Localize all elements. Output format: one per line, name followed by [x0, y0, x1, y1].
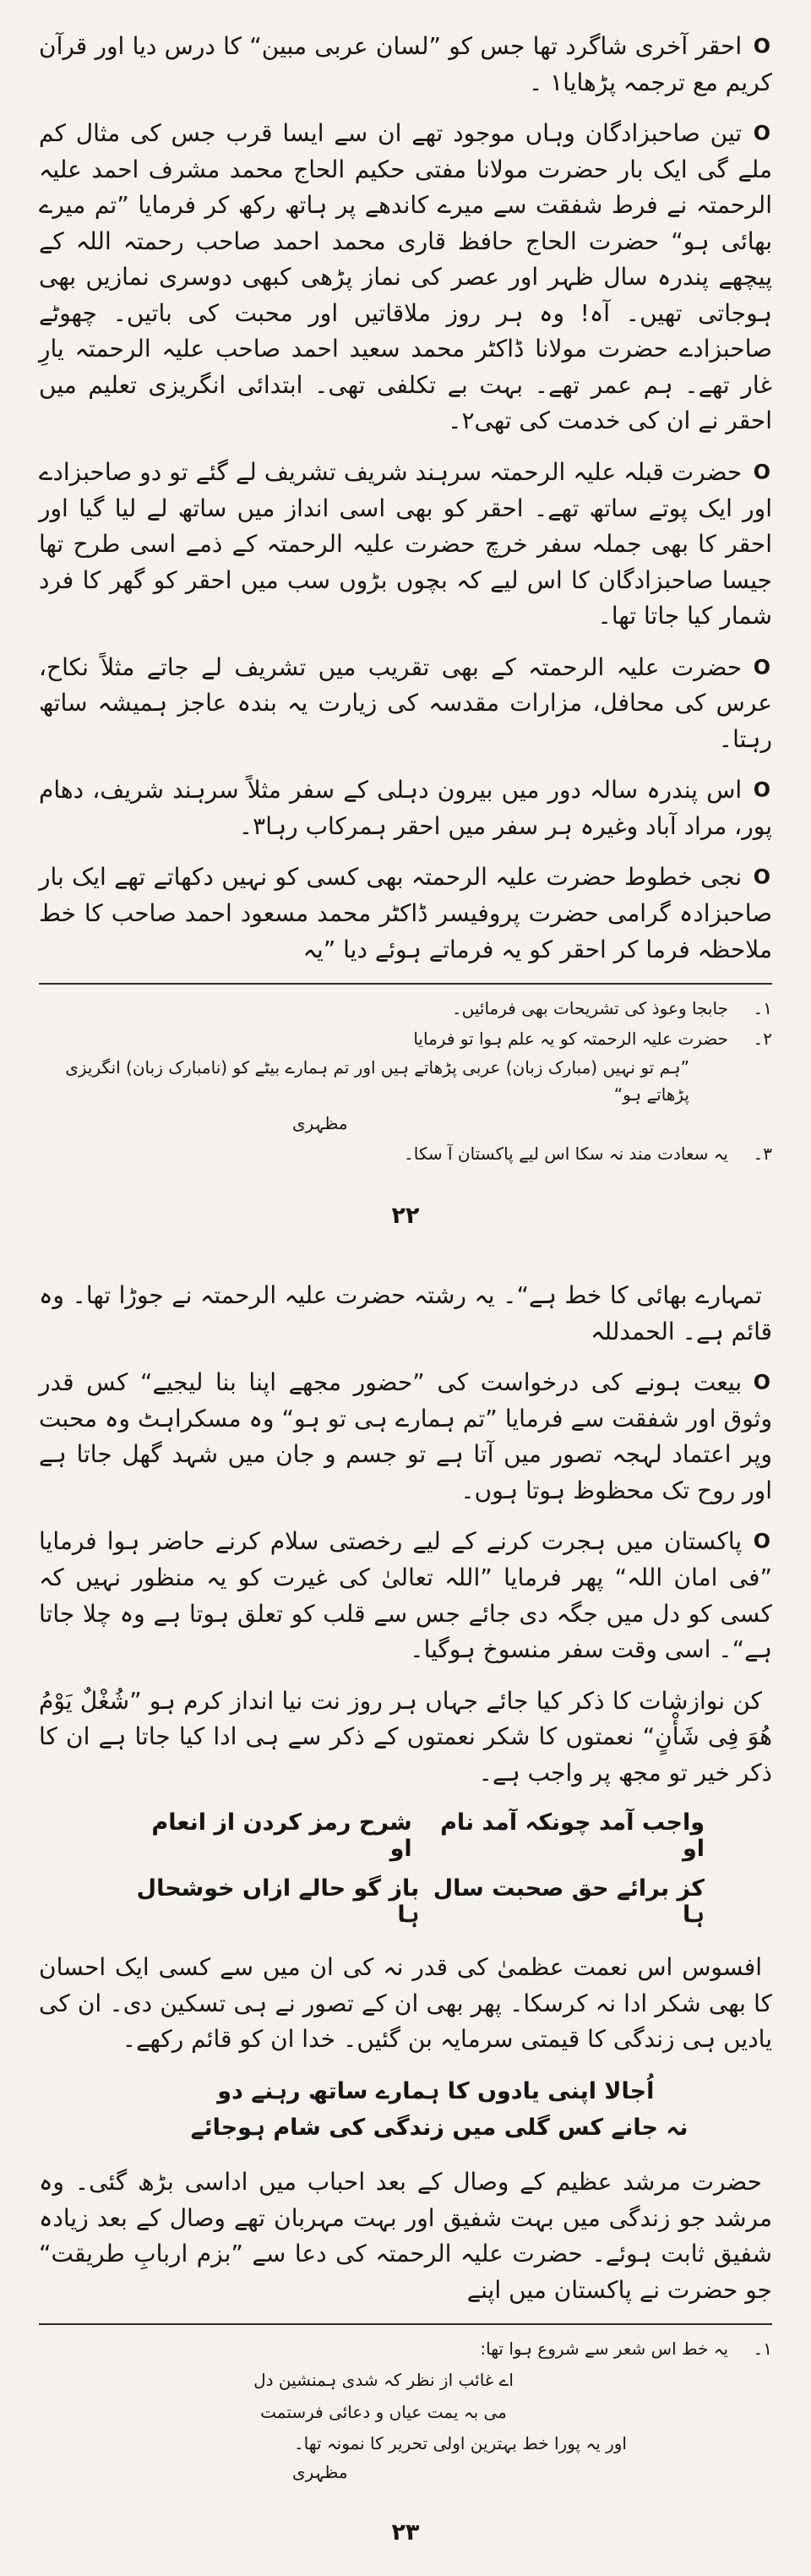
- hemistich: واجب آمد چونکہ آمد نام او: [440, 1809, 705, 1863]
- paragraph-marker: O: [753, 655, 771, 679]
- paragraph: [39, 650, 772, 758]
- page-number: ۲۲: [391, 1203, 420, 1230]
- couplet-line: [73, 1809, 738, 1862]
- paragraph: [39, 455, 772, 635]
- footnote-quote: ”ہم تو نہیں (مبارک زبان) عربی پڑھاتے ہیں اور تم ہمارے بیٹے کو (نامبارک زبان) انگریزی پڑھاتے ہو“: [65, 1057, 689, 1105]
- footnote-body: [39, 2335, 728, 2486]
- paragraph-text: حضرت علیہ الرحمتہ کے بھی تقریب میں تشریف لے جاتے مثلاً نکاح، عرس کی محافل، مزارات مقدسہ کی زیارت یہ بندہ عاجز ہمیشہ ساتھ رہتا۔: [39, 652, 772, 753]
- paragraph-text: حضرت مرشد عظیم کے وصال کے بعد احباب میں اداسی بڑھ گئی۔ وہ مرشد جو زندگی میں بہت شفیق اور بہت مہربان تھے وصال کے بعد زیادہ شفیق ثابت ہوئے۔ حضرت علیہ الرحمتہ کی دعا سے ”بزم اربابِ طریقت“ جو حضرت نے پاکستان میں اپنے: [39, 2168, 772, 2304]
- paragraph-text: اس پندرہ سالہ دور میں بیرون دہلی کے سفر مثلاً سرہند شریف، دھام پور، مراد آباد وغیرہ ہر سفر میں احقر ہمرکاب رہا۳۔: [39, 776, 772, 840]
- hemistich: شرح رمز کردن از انعام او: [151, 1809, 412, 1863]
- paragraph-marker: O: [753, 460, 771, 484]
- paragraph-marker: O: [753, 1529, 771, 1554]
- footnote-separator: [39, 983, 772, 985]
- footnote-text: حضرت علیہ الرحمتہ کو یہ علم ہوا تو فرمایا: [413, 1029, 728, 1050]
- urdu-couplet: [157, 2073, 689, 2146]
- paragraph-text: بیعت ہونے کی درخواست کی ”حضور مجھے اپنا بنا لیجیے“ کس قدر وثوق اور شفقت سے فرمایا ”تم ہمارے ہی تو ہو“ وہ مسکراہٹ وہ محبت وپر اعتماد لہجہ تصور میں آتا ہے تو جسم و جان میں شہد گھل جاتا ہے اور روح تک محظوظ ہوتا ہوں۔: [39, 1368, 772, 1504]
- paragraph-text: تین صاحبزادگان وہاں موجود تھے ان سے ایسا قرب جس کی مثال کم ملے گی ایک بار حضرت مولانا مفتی حکیم الحاج محمد مشرف احمد علیہ الرحمتہ نے فرط شفقت سے میرے کاندھے پر ہاتھ رکھ کر فرمایا ”تم میرے بھائی ہو“ حضرت الحاج حافظ قاری محمد احمد صاحب رحمتہ اللہ کے پیچھے پندرہ سال ظہر اور عصر کی نماز پڑھی کبھی دوسری نمازیں بھی ہوجاتی تھیں۔ آہ! وہ ہر روز ملاقاتیں اور محبت کی باتیں۔ چھوٹے صاحبزادے حضرت مولانا ڈاکٹر محمد سعید احمد صاحب علیہ الرحمتہ یارِ غار تھے۔ ہم عمر تھے۔ بہت بے تکلفی تھی۔ ابتدائی انگریزی تعلیم میں احقر نے ان کی خدمت کی تھی۲۔: [39, 119, 772, 435]
- footnote-item: [39, 2335, 772, 2486]
- footnote-body: [39, 1025, 728, 1137]
- footnote-number: ۱۔: [753, 2339, 772, 2360]
- footnote-verse-line: اے غائب از نظر کہ شدی ہمنشین دل: [253, 2370, 514, 2391]
- paragraph: [39, 116, 772, 439]
- paragraph: [39, 1365, 772, 1509]
- page-number: ۲۳: [391, 2519, 420, 2546]
- footnote-text: یہ سعادت مند نہ سکا اس لیے پاکستان آ سکا۔: [404, 1143, 728, 1165]
- footnote-item: [39, 1025, 772, 1137]
- paragraph-text: نجی خطوط حضرت علیہ الرحمتہ بھی کسی کو نہیں دکھاتے تھے ایک بار صاحبزادہ گرامی حضرت پروفیسر ڈاکٹر محمد مسعود احمد صاحب کا خط ملاحظہ فرما کر احقر کو یہ فرماتے ہوئے دیا ”یہ: [39, 863, 772, 963]
- footnotes-block: [39, 995, 772, 1167]
- verse-line: نہ جانے کس گلی میں زندگی کی شام ہوجائے: [190, 2115, 689, 2142]
- book-page-22: [0, 0, 811, 1271]
- footnote-attribution: مظہری: [292, 2462, 348, 2483]
- book-page-23: [0, 1271, 811, 2576]
- footnotes-block: [39, 2335, 772, 2486]
- paragraph: [39, 860, 772, 968]
- footnote-item: [39, 995, 772, 1022]
- footnote-text: جابجا وعوذ کی تشریحات بھی فرمائیں۔: [451, 998, 728, 1019]
- paragraph-marker: O: [753, 865, 771, 890]
- footnote-separator: [39, 2323, 772, 2325]
- footnote-item: [39, 1140, 772, 1167]
- paragraph-text: پاکستان میں ہجرت کرنے کے لیے رخصتی سلام کرنے حاضر ہوا فرمایا ”فی امان اللہ“ پھر فرمایا ”اللہ تعالیٰ کی غیرت کو یہ منظور نہیں کہ کسی کو دل میں جگہ دی جائے جس سے قلب کو تعلق ہوتا ہے وہ چلا جاتا ہے“۔ اسی وقت سفر منسوخ ہوگیا۔: [39, 1527, 772, 1664]
- paragraph: [39, 29, 772, 101]
- paragraph-text: کن نوازشات کا ذکر کیا جائے جہاں ہر روز نت نیا انداز کرم ہو ”شُغْلٌ یَوْمُ ھُوَ فِی شَأْنٍ“ نعمتوں کا شکر نعمتوں کے ذکر سے ہی ادا کیا جاتا ہے ان کا ذکر خیر تو مجھ پر واجب ہے۔: [39, 1686, 772, 1787]
- footnote-text: یہ خط اس شعر سے شروع ہوا تھا:: [480, 2339, 728, 2360]
- paragraph-text: تمہارے بھائی کا خط ہے“۔ یہ رشتہ حضرت علیہ الرحمتہ نے جوڑا تھا۔ وہ قائم ہے۔ الحمدللہ: [39, 1281, 772, 1345]
- paragraph: [39, 1950, 772, 2058]
- footnote-attribution: مظہری: [292, 1113, 348, 1134]
- paragraph-marker: O: [753, 34, 771, 58]
- paragraph: [39, 2164, 772, 2308]
- paragraph-text: احقر آخری شاگرد تھا جس کو ”لسان عربی مبین“ کا درس دیا اور قرآن کریم مع ترجمہ پڑھایا۱ ۔: [39, 32, 772, 96]
- footnote-number: ۱۔: [753, 998, 772, 1019]
- footnote-number: ۲۔: [753, 1029, 772, 1050]
- footnote-number: ۳۔: [753, 1143, 772, 1165]
- paragraph-marker: O: [753, 121, 771, 145]
- paragraph: [39, 1684, 772, 1792]
- paragraph: [39, 1524, 772, 1667]
- paragraph-marker: O: [753, 778, 771, 803]
- verse-line: اُجالا اپنی یادوں کا ہمارے ساتھ رہنے دو: [217, 2077, 655, 2104]
- couplet-line: [73, 1875, 738, 1928]
- paragraph: [39, 1278, 772, 1350]
- paragraph-marker: O: [753, 1370, 771, 1394]
- footnote-verse-line: می بہ یمت عیاں و دعائی فرستمت: [260, 2402, 507, 2423]
- hemistich: کز برائے حق صحبت سال ہا: [433, 1875, 705, 1929]
- paragraph-text: افسوس اس نعمت عظمیٰ کی قدر نہ کی ان میں سے کسی ایک احسان کا بھی شکر ادا نہ کرسکا۔ پھر بھی ان کے تصور نے ہی تسکین دی۔ ان کی یادیں ہی زندگی کا قیمتی سرمایہ بن گئیں۔ خدا ان کو قائم رکھے۔: [39, 1953, 772, 2054]
- persian-couplet: [73, 1809, 738, 1928]
- footnote-closing: اور یہ پورا خط بہترین اولی تحریر کا نمونہ تھا۔: [293, 2433, 627, 2454]
- paragraph-text: حضرت قبلہ علیہ الرحمتہ سرہند شریف تشریف لے گئے تو دو صاحبزادے اور ایک پوتے ساتھ تھے۔ احقر کو بھی اسی انداز میں ساتھ لے لیا گیا اور احقر کا بھی جملہ سفر خرچ حضرت علیہ الرحمتہ کے ذمے اسی طرح تھا جیسا صاحبزادگان کا اس لیے کہ بچوں بڑوں سب میں احقر کو گھر کا فرد شمار کیا جاتا تھا۔: [39, 458, 772, 630]
- hemistich: باز گو حالے ازاں خوشحال ہا: [136, 1875, 420, 1929]
- paragraph: [39, 772, 772, 844]
